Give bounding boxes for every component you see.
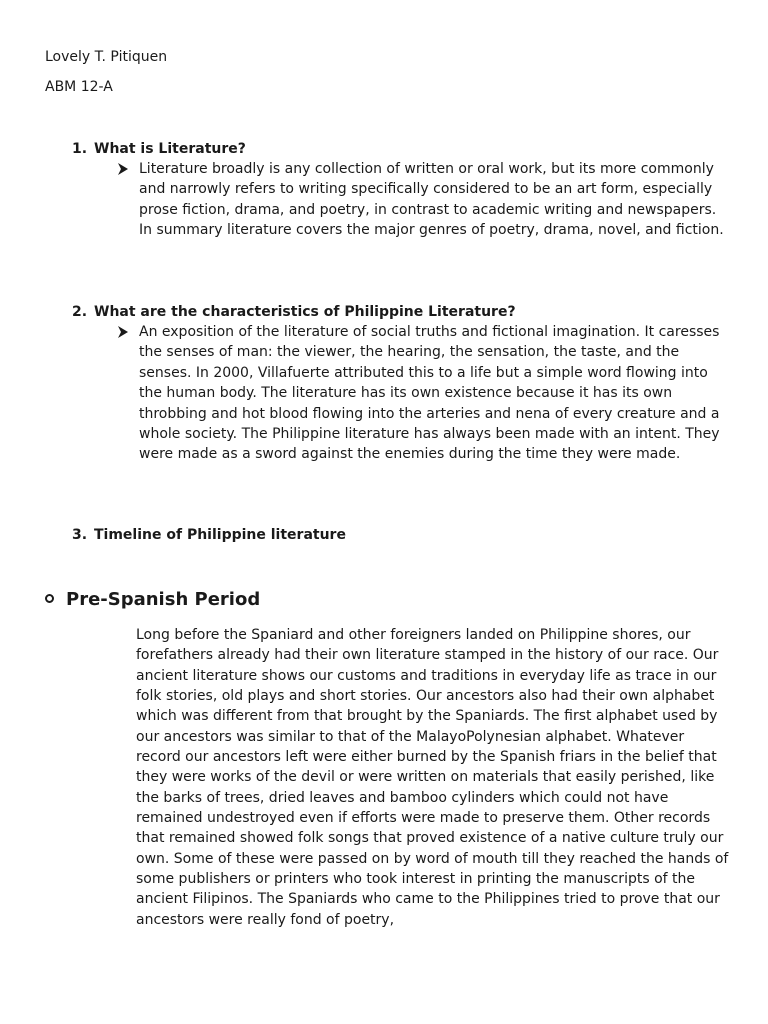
author-name: Lovely T. Pitiquen: [45, 49, 168, 65]
question-heading: [72, 303, 516, 321]
period-body: Long before the Spaniard and other foreigners landed on Philippine shores, our forefathers already had their own literature stamped in the history of our race. Our ancient literature shows our customs and traditions in everyday life as trace in our folk stories, old plays and short stories. Our ancestors also had their own alphabet which was different from that brought by the Spaniards. The first alphabet used by our ancestors was similar to that of the MalayoPolynesian alphabet. Whatever record our ancestors left were either burned by the Spanish friars in the belief that they were works of the devil or were written on materials that easily perished, like the barks of trees, dried leaves and bamboo cylinders which could not have remained undestroyed even if efforts were made to preserve them. Other records that remained showed folk songs that proved existence of a native culture truly our own. Some of these were passed on by word of mouth till they reached the hands of some publishers or printers who took interest in printing the manuscripts of the ancient Filipinos. The Spaniards who came to the Philippines tried to prove that our ancestors were really fond of poetry,: [136, 627, 729, 928]
arrowhead-bullet-icon: [116, 323, 130, 341]
arrowhead-bullet-icon: [116, 160, 130, 178]
answer-text: Literature broadly is any collection of written or oral work, but its more commonly and narrowly refers to writing specifically considered to be an art form, especially prose fiction, drama, and poetry, in contrast to academic writing and newspapers. In summary literature covers the major genres of poetry, drama, novel, and fiction.: [139, 161, 724, 239]
answer-item: [116, 159, 726, 241]
question-title: What is Literature?: [94, 141, 246, 157]
question-heading: [72, 140, 246, 158]
question-number: 3.: [72, 527, 88, 543]
hollow-circle-bullet-icon: [45, 594, 54, 603]
question-number: 2.: [72, 304, 88, 320]
answer-text: An exposition of the literature of social truths and fictional imagination. It caresses the senses of man: the viewer, the hearing, the sensation, the taste, and the senses. In 2000, Villafuerte attributed this to a life but a simple word flowing into the human body. The literature has its own existence because it has its own throbbing and hot blood flowing into the arteries and nena of every creature and a whole society. The Philippine literature has always been made with an intent. They were made as a sword against the enemies during the time they were made.: [139, 324, 720, 463]
question-title: What are the characteristics of Philippine Literature?: [94, 304, 516, 320]
answer-item: [116, 322, 726, 465]
class-section: ABM 12-A: [45, 79, 113, 95]
question-title: Timeline of Philippine literature: [94, 527, 346, 543]
question-number: 1.: [72, 141, 88, 157]
question-heading: [72, 526, 346, 544]
period-title: Pre-Spanish Period: [66, 589, 261, 610]
period-heading: [45, 588, 260, 612]
